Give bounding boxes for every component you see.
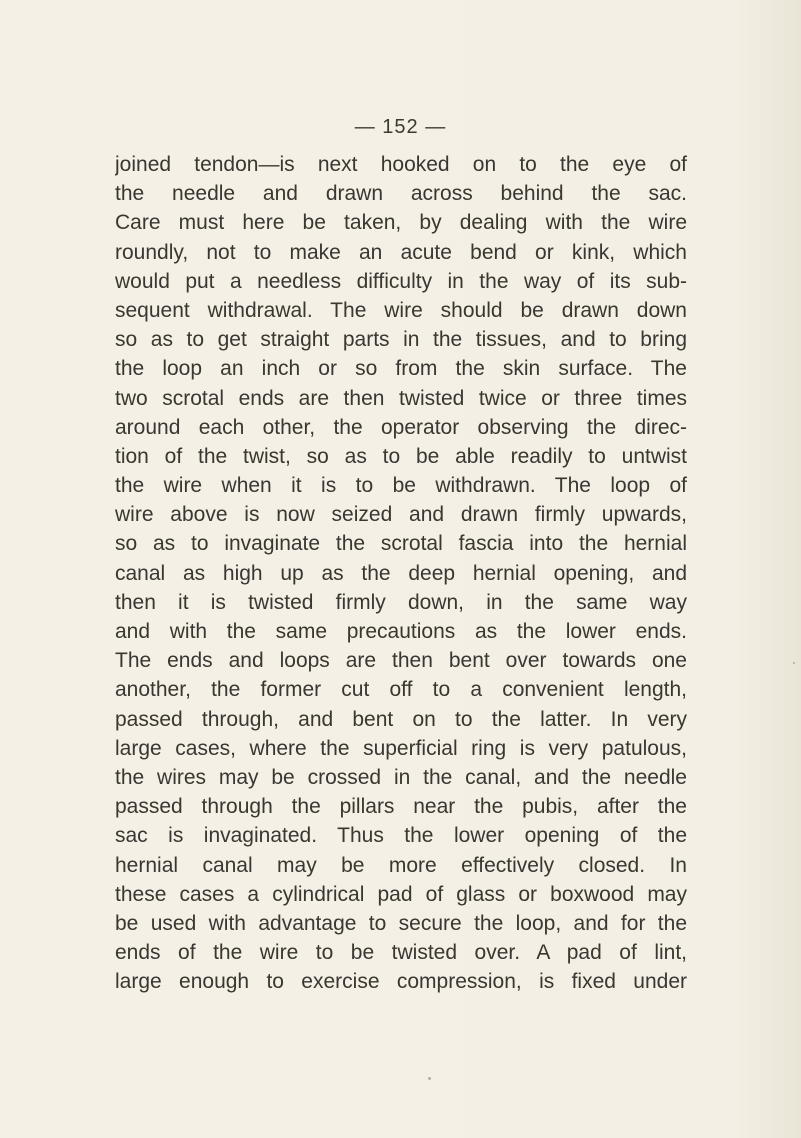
text-line: so as to invaginate the scrotal fascia into the hernial: [115, 532, 687, 556]
text-line: would put a needless difficulty in the way of its sub-: [115, 269, 687, 293]
text-line: wire above is now seized and drawn firmly upwards,: [115, 503, 687, 527]
text-line: then it is twisted firmly down, in the same way: [115, 590, 687, 614]
text-line: Care must here be taken, by dealing with the wire: [115, 211, 687, 235]
text-line: tion of the twist, so as to be able readily to untwist: [115, 444, 687, 468]
text-line: The ends and loops are then bent over towards one: [115, 649, 687, 673]
text-line: sac is invaginated. Thus the lower opening of the: [115, 824, 687, 848]
paper-speck: [428, 1077, 431, 1080]
text-line: around each other, the operator observing the direc-: [115, 415, 687, 439]
text-line: two scrotal ends are then twisted twice or three times: [115, 386, 687, 410]
page-number: — 152 —: [354, 116, 447, 138]
text-line: the loop an inch or so from the skin surface. The: [115, 357, 687, 381]
body-text: [115, 150, 687, 996]
text-line: passed through, and bent on to the latter. In very: [115, 707, 687, 731]
text-line: sequent withdrawal. The wire should be drawn down: [115, 298, 687, 322]
text-line: the wire when it is to be withdrawn. The loop of: [115, 474, 687, 498]
text-line: the wires may be crossed in the canal, and the needle: [115, 765, 687, 789]
text-line: hernial canal may be more effectively closed. In: [115, 853, 687, 877]
text-line: so as to get straight parts in the tissues, and to bring: [115, 328, 687, 352]
text-line: be used with advantage to secure the loop, and for the: [115, 911, 687, 935]
text-line: roundly, not to make an acute bend or kink, which: [115, 240, 687, 264]
text-line: canal as high up as the deep hernial opening, and: [115, 561, 687, 585]
text-line: another, the former cut off to a convenient length,: [115, 678, 687, 702]
text-line: large cases, where the superficial ring is very patulous,: [115, 736, 687, 760]
text-line: the needle and drawn across behind the sac.: [115, 182, 687, 206]
text-line: ends of the wire to be twisted over. A pad of lint,: [115, 941, 687, 965]
text-line: passed through the pillars near the pubis, after the: [115, 795, 687, 819]
text-line: joined tendon—is next hooked on to the eye of: [115, 153, 687, 176]
text-line: large enough to exercise compression, is fixed under: [115, 970, 687, 994]
text-line: these cases a cylindrical pad of glass or boxwood may: [115, 882, 687, 906]
text-line: and with the same precautions as the lower ends.: [115, 620, 687, 643]
paper-speck: [793, 662, 795, 664]
